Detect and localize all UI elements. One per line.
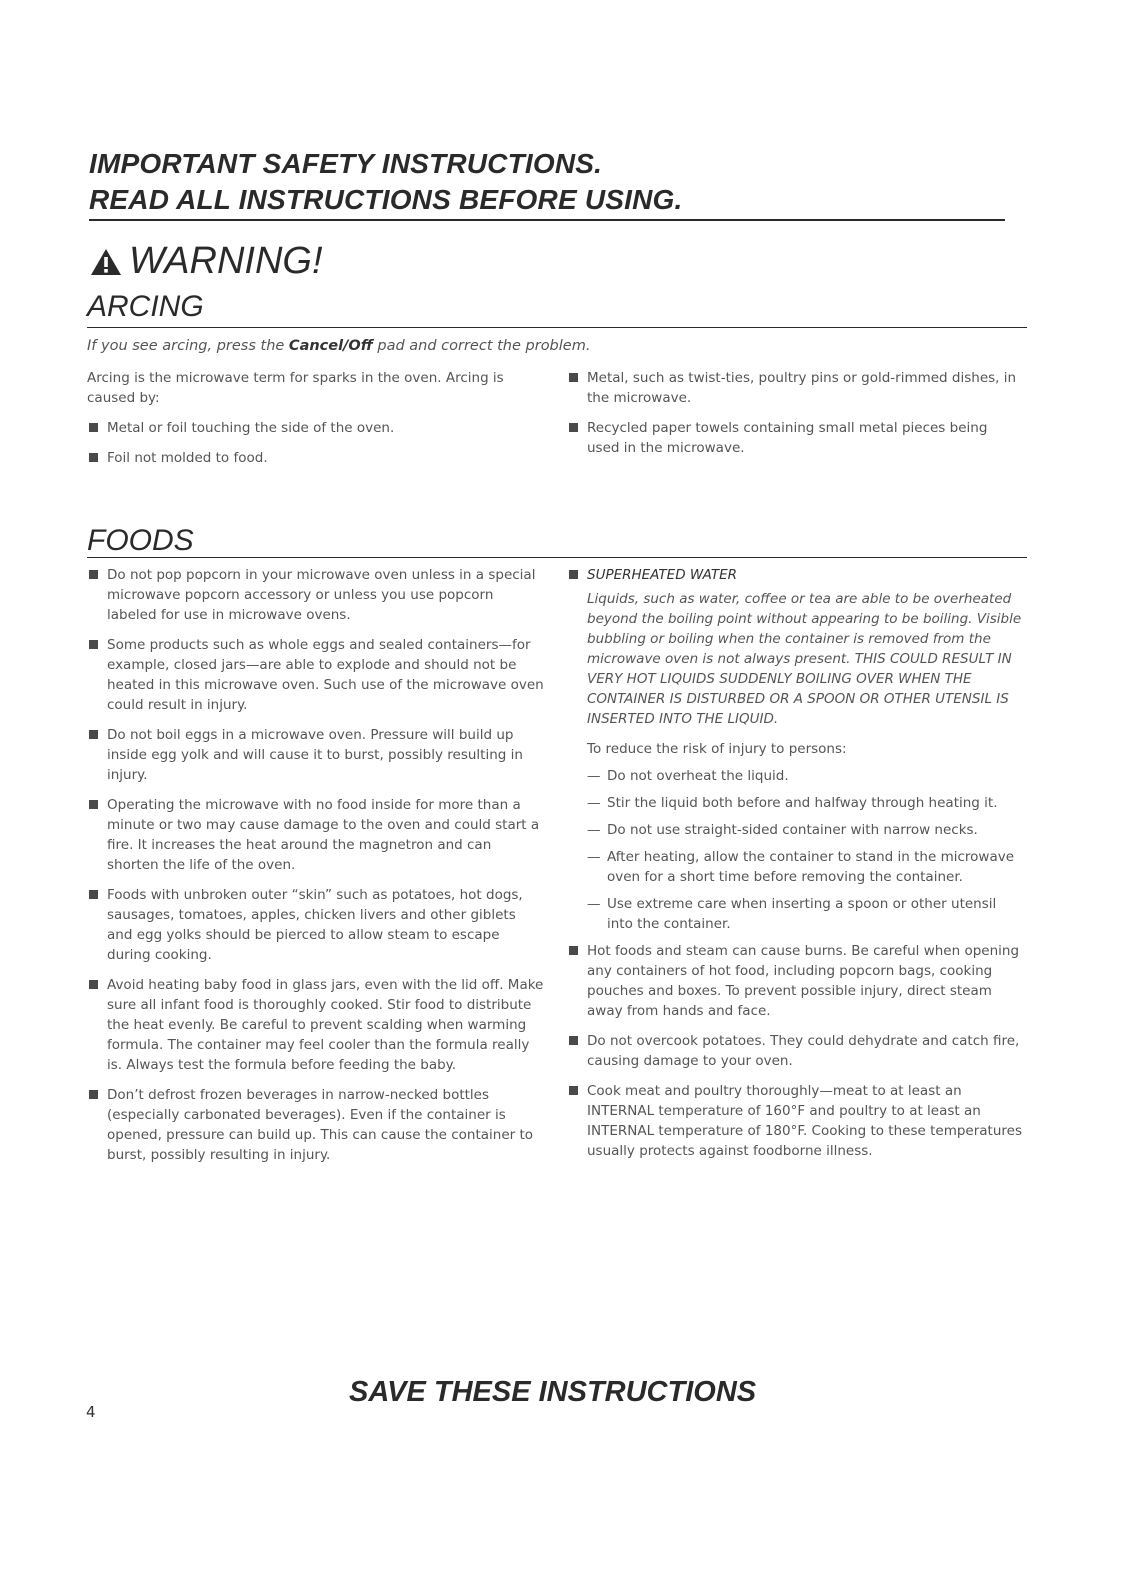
list-item: Metal, such as twist-ties, poultry pins or gold-rimmed dishes, in the microwave. — [567, 368, 1022, 408]
list-item: — After heating, allow the container to stand in the microwave oven for a short time before removing the container. — [587, 847, 1022, 887]
foods-right-column — [567, 565, 1022, 1171]
arcing-note-prefix: If you see arcing, press the — [87, 338, 289, 354]
list-item: Do not boil eggs in a microwave oven. Pressure will build up inside egg yolk and will cause it to burst, possibly resulting in injury. — [87, 725, 545, 785]
foods-left-column — [87, 565, 545, 1175]
arcing-left-column — [87, 368, 527, 478]
list-item: Recycled paper towels containing small metal pieces being used in the microwave. — [567, 418, 1022, 458]
list-item: Cook meat and poultry thoroughly—meat to at least an INTERNAL temperature of 160°F and poultry to at least an INTERNAL temperature of 180°F. Cooking to these temperatures usually protects against foodborne illness. — [567, 1081, 1022, 1161]
superheated-water-item — [567, 565, 1022, 585]
warning-title: WARNING! — [129, 240, 323, 282]
list-item: Some products such as whole eggs and sealed containers—for example, closed jars—are able to explode and should not be heated in this microwave oven. Such use of the microwave oven could result in injury. — [87, 635, 545, 715]
list-item: Hot foods and steam can cause burns. Be careful when opening any containers of hot food, including popcorn bags, cooking pouches and boxes. To prevent possible injury, direct steam away from hands and face. — [567, 941, 1022, 1021]
superheated-water-heading: SUPERHEATED WATER — [587, 567, 737, 583]
foods-title: FOODS — [87, 524, 194, 557]
list-item: Do not overcook potatoes. They could dehydrate and catch fire, causing damage to your oven. — [567, 1031, 1022, 1071]
arcing-note-suffix: pad and correct the problem. — [372, 338, 591, 354]
footer-title: SAVE THESE INSTRUCTIONS — [349, 1376, 757, 1408]
arcing-intro: Arcing is the microwave term for sparks in the oven. Arcing is caused by: — [87, 370, 504, 406]
list-item: — Use extreme care when inserting a spoon or other utensil into the container. — [587, 894, 1022, 934]
warning-triangle-icon — [89, 247, 123, 277]
list-item: Foil not molded to food. — [87, 448, 527, 468]
header-line-1: IMPORTANT SAFETY INSTRUCTIONS. — [89, 148, 603, 179]
list-item: Do not pop popcorn in your microwave oven unless in a special microwave popcorn accessory or unless you use popcorn labeled for use in microwave ovens. — [87, 565, 545, 625]
list-item: — Do not overheat the liquid. — [587, 766, 1022, 786]
warning-heading — [89, 240, 323, 283]
header-rule — [89, 219, 1005, 221]
list-item: Don’t defrost frozen beverages in narrow-necked bottles (especially carbonated beverages). Even if the container is opened, pressure can build up. This can cause the container to burst, possibly resulting in injury. — [87, 1085, 545, 1165]
list-item: — Do not use straight-sided container with narrow necks. — [587, 820, 1022, 840]
arcing-rule — [87, 327, 1027, 328]
cancel-off-pad-label: Cancel/Off — [288, 338, 373, 354]
arcing-right-column — [567, 368, 1022, 468]
list-item: Operating the microwave with no food inside for more than a minute or two may cause damage to the oven and could start a fire. It increases the heat around the magnetron and can shorten the life of the oven. — [87, 795, 545, 875]
header-line-2: READ ALL INSTRUCTIONS BEFORE USING. — [89, 184, 683, 215]
page-number: 4 — [86, 1403, 96, 1421]
superheated-water-details — [567, 589, 1022, 934]
list-item: Foods with unbroken outer “skin” such as potatoes, hot dogs, sausages, tomatoes, apples, chicken livers and other giblets and egg yolks should be pierced to allow steam to escape during cooking. — [87, 885, 545, 965]
arcing-note — [87, 338, 590, 354]
reduce-risk-intro: To reduce the risk of injury to persons: — [587, 741, 847, 757]
foods-rule — [87, 557, 1027, 558]
arcing-title: ARCING — [87, 290, 204, 323]
superheated-water-body: Liquids, such as water, coffee or tea are able to be overheated beyond the boiling point without appearing to be boiling. Visible bubbling or boiling when the container is removed from the microwave oven is not always present. THIS COULD RESULT IN VERY HOT LIQUIDS SUDDENLY BOILING OVER WHEN THE CONTAINER IS DISTURBED OR A SPOON OR OTHER UTENSIL IS INSERTED INTO THE LIQUID. — [587, 591, 1022, 727]
list-item: Avoid heating baby food in glass jars, even with the lid off. Make sure all infant food is thoroughly cooked. Stir food to distribute the heat evenly. Be careful to prevent scalding when warming formula. The container may feel cooler than the formula really is. Always test the formula before feeding the baby. — [87, 975, 545, 1075]
list-item: Metal or foil touching the side of the oven. — [87, 418, 527, 438]
list-item: — Stir the liquid both before and halfway through heating it. — [587, 793, 1022, 813]
